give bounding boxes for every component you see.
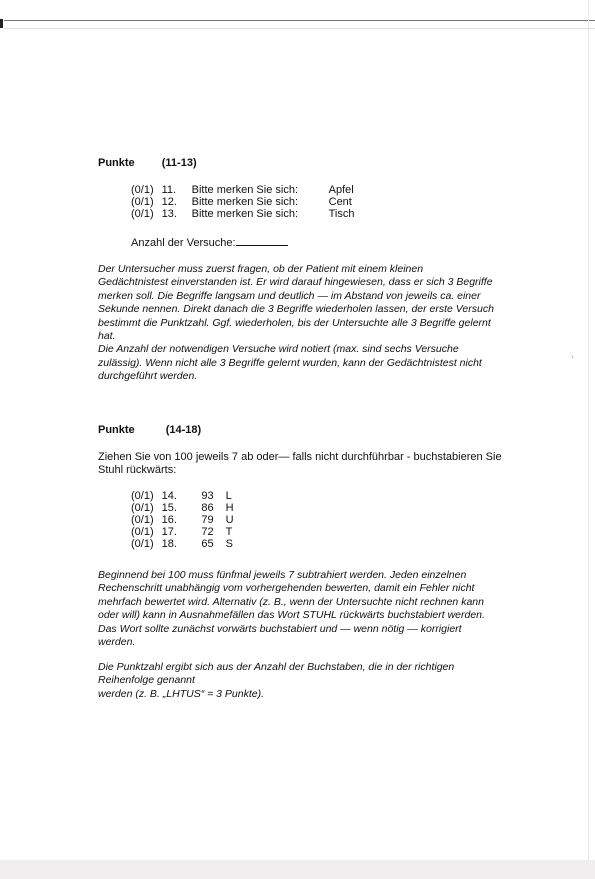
note-line: merken soll. Die Begriffe langsam und deutlich — im Abstand von jeweils ca. einer [98,289,481,302]
item-score: (0/1) [131,184,154,196]
page-edge [588,0,589,860]
item-value: 79 [201,514,214,526]
note-line: werden (z. B. „LHTUS“ = 3 Punkte). [98,687,265,700]
subtraction-items-table [131,490,234,550]
item-number: 13. [161,208,177,220]
item-prompt: Bitte merken Sie sich: [191,184,298,196]
item-prompt: Bitte merken Sie sich: [191,196,298,208]
note-line: durchgeführt werden. [98,370,198,383]
item-letter: T [225,526,233,538]
item-number: 12. [161,196,177,208]
item-score: (0/1) [131,502,154,514]
note-line: Gedächtnistest einverstanden ist. Er wird darauf hingewiesen, dass er sich 3 Begriffe [98,276,493,289]
item-number: 11. [161,184,177,196]
note-line: Die Punktzahl ergibt sich aus der Anzahl der Buchstaben, die in der richtigen [98,661,455,673]
note-line: Rechenschritt unabhängig vom vorhergehenden bewerten, damit ein Fehler nicht [98,582,475,595]
note-line: zulässig). Wenn nicht alle 3 Begriffe gelernt wurden, kann der Gedächtnistest nicht [98,356,482,369]
attempts-line [131,236,288,250]
table-row [131,538,234,550]
note-line: mehrfach bewertet wird. Alternativ (z. B., wenn der Untersuchte nicht rechnen kann [98,595,484,608]
item-score: (0/1) [131,208,154,220]
instruction-line: Stuhl rückwärts: [98,464,177,476]
item-score: (0/1) [131,490,154,502]
section1-heading-range: (11-13) [161,157,197,169]
note-line: oder will) kann in Ausnahmefällen das Wort STUHL rückwärts buchstabiert werden. [98,609,485,622]
item-letter: L [225,490,232,502]
item-score: (0/1) [131,196,154,208]
table-row [131,526,234,538]
section2-scoring-note [98,661,568,701]
item-number: 14. [161,490,177,502]
note-line: werden. [98,636,136,649]
table-row [131,196,355,208]
table-row [131,208,355,220]
attempts-label: Anzahl der Versuche: [131,237,236,249]
attempts-blank[interactable] [236,236,288,246]
item-value: 65 [201,538,214,550]
memory-items-table [131,184,355,220]
scan-speck: › [569,351,576,362]
note-line: Sekunde nennen. Direkt danach die 3 Begriffe wiederholen lassen, der erste Versuch [98,303,494,316]
note-line: Beginnend bei 100 muss fünfmal jeweils 7 subtrahiert werden. Jeden einzelnen [98,569,467,581]
item-value: 86 [201,502,214,514]
item-letter: U [225,514,234,526]
item-letter: H [225,502,234,514]
item-score: (0/1) [131,514,154,526]
note-line: Das Wort sollte zunächst vorwärts buchstabiert und — wenn nötig — korrigiert [98,622,462,635]
section2-instruction [98,451,568,477]
section1-heading-label: Punkte [98,157,135,169]
item-letter: S [225,538,233,550]
item-value: 72 [201,526,214,538]
item-value: 93 [201,490,214,502]
item-number: 18. [161,538,177,550]
item-number: 15. [161,502,177,514]
top-rule-faint [4,28,595,29]
section2-heading-range: (14-18) [165,424,202,436]
section2-heading [98,424,201,436]
section2-note [98,569,568,649]
note-line: Der Untersucher muss zuerst fragen, ob der Patient mit einem kleinen [98,263,424,275]
note-line: bestimmt die Punktzahl. Ggf. wiederholen, bis der Untersuchte alle 3 Begriffe gelernt [98,316,491,329]
table-row [131,490,234,502]
item-number: 16. [161,514,177,526]
section1-note [98,263,568,384]
table-row [131,514,234,526]
section2-heading-label: Punkte [98,424,135,436]
item-score: (0/1) [131,538,154,550]
item-prompt: Bitte merken Sie sich: [191,208,298,220]
item-score: (0/1) [131,526,154,538]
instruction-line: Ziehen Sie von 100 jeweils 7 ab oder— falls nicht durchführbar - buchstabieren Sie [98,451,502,463]
scan-bottom-band [0,860,595,879]
table-row [131,502,234,514]
scan-corner-mark [0,19,3,28]
item-word: Cent [328,196,352,208]
note-line: Reihenfolge genannt [98,674,195,687]
item-word: Tisch [328,208,355,220]
note-line: hat. [98,330,116,343]
note-line: Die Anzahl der notwendigen Versuche wird notiert (max. sind sechs Versuche [98,343,459,356]
item-word: Apfel [328,184,354,196]
section1-heading [98,157,197,169]
item-number: 17. [161,526,177,538]
table-row [131,184,355,196]
top-rule [4,20,595,21]
